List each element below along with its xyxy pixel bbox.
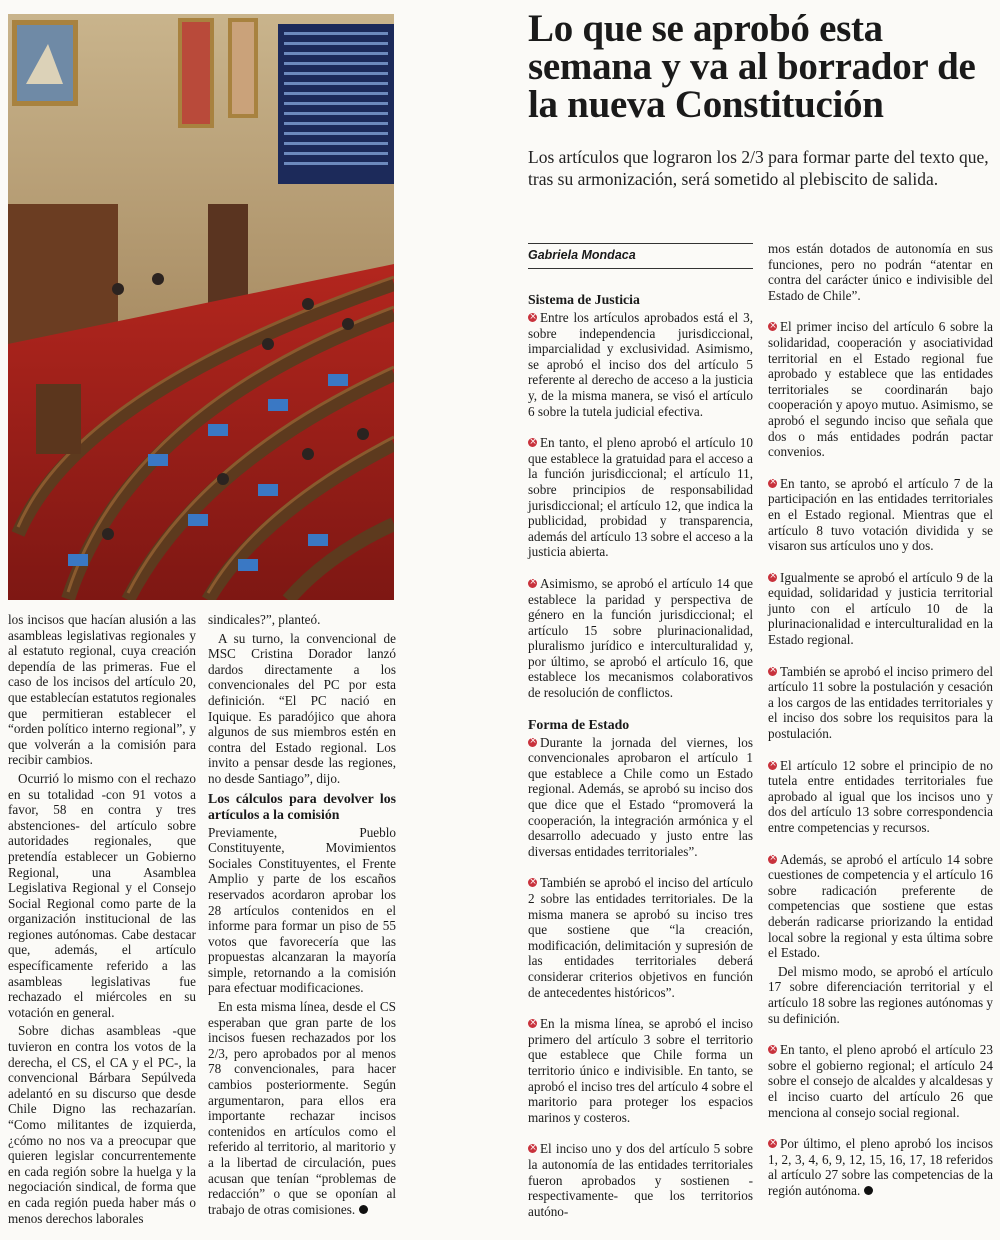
bullet-icon: [768, 573, 777, 582]
bullet-paragraph: ×Igualmente se aprobó el artículo 9 de la equidad, solidaridad y justicia territorial junto con el artículo 10 de la plurinacionalidad e interculturalidad en la Estado regional.: [768, 570, 993, 648]
bullet-paragraph: ×En la misma línea, se aprobó el inciso primero del artículo 3 sobre el territorio que establece que Chile forma un territorio único e indivisible. En tanto, se aprobó el inciso tres del artículo 4 sobre el maritorio para proteger los espacios marinos y costeros.: [528, 1016, 753, 1125]
bullet-icon: [528, 438, 537, 447]
col2-paragraph: sindicales?”, planteó.: [208, 612, 321, 627]
bullet-paragraph: ×Entre los artículos aprobados está el 3, sobre independencia jurisdiccional, imparcialidad y exclusividad. Asimismo, se aprobó el inciso dos del artículo 5 referente al derecho de acceso a la justicia y, de la misma manera, se visó el artículo 6 sobre la tutela judicial efectiva.: [528, 310, 753, 419]
col4-paragraph: Del mismo modo, se aprobó el artículo 17 sobre diferenciación territorial y el artículo 18 sobre las regiones autónomas y su definición.: [768, 963, 993, 1026]
byline-rule-top: [528, 243, 753, 244]
col2-subhead: Los cálculos para devolver los artículos a la comisión: [208, 790, 396, 822]
byline-rule-bottom: [528, 268, 753, 269]
bullet-paragraph: ×Además, se aprobó el artículo 14 sobre cuestiones de competencia y el artículo 16 sobre radicación preferente de competencias que sostiene que estas deberán radicarse priorizando la entidad local sobre la regional y esta última sobre el Estado.: [768, 852, 993, 961]
bullet-icon: [528, 1144, 537, 1153]
col2-paragraph: A su turno, la convencional de MSC Cristina Dorador lanzó dardos directamente a los convencionales del PC por esta definición. “El PC nació en Iquique. Es paradójico que ahora algunos de sus miembros estén en contra del Estado regional. Los invito a pensar desde las regiones, no desde Santiago”, dijo.: [208, 630, 396, 786]
bullet-icon: [768, 322, 777, 331]
bullet-paragraph: ×En tanto, se aprobó el artículo 7 de la participación en las entidades territoriales en el Estado regional. Mientras que el artículo 8 tuvo votación dividida y se visaron sus artículos uno y dos.: [768, 476, 993, 554]
bullet-icon: [528, 313, 537, 322]
bullet-icon: [528, 579, 537, 588]
bullet-paragraph: ×En tanto, el pleno aprobó el artículo 23 sobre el gobierno regional; el artículo 24 sobre el consejo de alcaldes y alcaldesas y el inciso cuarto del artículo 26 que menciona al consejo social regional.: [768, 1042, 993, 1120]
bullet-paragraph: ×También se aprobó el inciso primero del artículo 11 sobre la postulación y cesación a los cargos de las entidades territoriales y el inciso dos sobre los requisitos para la postulación.: [768, 664, 993, 742]
bullet-paragraph: ×Por último, el pleno aprobó los incisos 1, 2, 3, 4, 6, 9, 12, 15, 16, 17, 18 referidos al artículo 27 sobre las competencias de la región autónoma.: [768, 1136, 993, 1198]
bullet-paragraph: ×Asimismo, se aprobó el artículo 14 que establece la paridad y perspectiva de género en la función jurisdiccional; el artículo 15 sobre plurinacionalidad, pluralismo jurídico e interculturalidad y, por último, se aprobó el artículo 16, que establece los mecanismos colaborativos de resolución de conflictos.: [528, 576, 753, 701]
column-1: [8, 612, 196, 1229]
plenary-photo: [8, 14, 394, 600]
byline: Gabriela Mondaca: [528, 248, 636, 262]
subhead-forma-estado: Forma de Estado: [528, 716, 630, 732]
column-4: [768, 241, 993, 1214]
deck: Los artículos que lograron los 2/3 para formar parte del texto que, tras su armonización, será sometido al plebiscito de salida.: [528, 147, 989, 189]
bullet-paragraph: ×El primer inciso del artículo 6 sobre la solidaridad, cooperación y asociatividad territorial en el Estado regional fue aprobado y establece que las entidades territoriales se coordinarán bajo cooperación y apoyo mutuo. Asimismo, se aprobó el segundo inciso que señala que dos o más entidades podrán pactar convenios.: [768, 319, 993, 459]
bullet-icon: [768, 761, 777, 770]
headline: Lo que se aprobó esta semana y va al borrador de la nueva Constitución: [528, 7, 976, 126]
col1-paragraph: Sobre dichas asambleas -que tuvieron en contra los votos de la derecha, el CS, el CA y el PC-, la convencional Bárbara Sepúlveda adelantó en su discurso que desde Chile Digno las rechazarían. “Como militantes de izquierda, ¿cómo no nos va a preocupar que quieren legislar concurrentemente en cada región sobre la huelga y la negociación sindical, de forma que en cada región pueda haber más o menos derechos laborales: [8, 1023, 196, 1226]
column-2: [208, 612, 396, 1220]
col2-last-text: En esta misma línea, desde el CS esperaban que gran parte de los incisos fuesen rechazados por los 2/3, pero aprobados por al menos 78 convencionales, para hacer cambios posteriormente. Según argumentaron, para ellos era importante rechazar incisos contenidos en artículos como el referido al territorio, al maritorio y a la libertad de circulación, pues acusan que tenían “problemas de redacción” o que se oponían al trabajo de otras comisiones.: [208, 999, 396, 1217]
col1-paragraph: Ocurrió lo mismo con el rechazo en su totalidad -con 91 votos a favor, 58 en contra y tres abstenciones- del artículo sobre autoridades regionales, que pretendía establecer un Gobierno Regional, una Asamblea Legislativa Regional y el Consejo Social Regional como parte de la organización institucional de las regiones autónomas. Cabe destacar que, además, el artículo específicamente referido a las asambleas legislativas fue rechazado el miércoles en su votación en general.: [8, 770, 196, 1020]
bullet-icon: [768, 1139, 777, 1148]
bullet-paragraph: ×También se aprobó el inciso del artículo 2 sobre las entidades territoriales. De la misma manera se aprobó su inciso tres que sostiene que “la creación, modificación, delimitación y supresión de las entidades territoriales deberá considerar criterios objetivos en función de antecedentes históricos”.: [528, 875, 753, 1000]
end-mark-icon: [359, 1205, 368, 1214]
col4-paragraph: mos están dotados de autonomía en sus funciones, pero no podrán “atentar en contra del carácter único e indivisible del Estado de Chile”.: [768, 241, 993, 303]
bullet-paragraph: ×El artículo 12 sobre el principio de no tutela entre entidades territoriales fue aprobado al igual que los incisos uno y dos del artículo 13 sobre correspondencia entre competencias y recursos.: [768, 758, 993, 836]
col2-paragraph: [208, 999, 396, 1217]
bullet-icon: [768, 667, 777, 676]
subhead-sistema-justicia: Sistema de Justicia: [528, 292, 640, 307]
bullet-icon: [768, 1045, 777, 1054]
bullet-paragraph: ×En tanto, el pleno aprobó el artículo 10 que establece la gratuidad para el acceso a la función jurisdiccional; el artículo 11, sobre principios de responsabilidad jurisdiccional; el artículo 12, que indica la publicidad, probidad y transparencia, además del artículo 13 sobre el acceso a la justicia abierta.: [528, 435, 753, 560]
bullet-icon: [528, 738, 537, 747]
col1-paragraph: los incisos que hacían alusión a las asambleas legislativas regionales y al estatuto regional, cuya creación dependía de las primeras. Fue el caso de los incisos del artículo 20, que establecían estatutos regionales que permitieran establecer el “orden político interno regional”, y que volverán a la comisión para recibir cambios.: [8, 612, 196, 768]
bullet-paragraph: ×El inciso uno y dos del artículo 5 sobre la autonomía de las entidades territoriales fueron aprobados y sostienen -respectivamente- que los territorios autóno-: [528, 1141, 753, 1219]
bullet-icon: [768, 855, 777, 864]
col2-paragraph: Previamente, Pueblo Constituyente, Movimientos Sociales Constituyentes, el Frente Amplio y parte de los escaños reservados acordaron aprobar los 28 artículos contenidos en el informe para formar un piso de 55 votos que favorecería que las propuestas alcanzaran la mayoría simple, retornando a la comisión para efectuar modificaciones.: [208, 824, 396, 996]
column-3: [528, 288, 753, 1235]
bullet-paragraph: ×Durante la jornada del viernes, los convencionales aprobaron el artículo 1 que establece a Chile como un Estado regional. Además, se aprobó su inciso dos que dice que el Estado “promoverá la cooperación, la integración armónica y el desarrollo adecuado y justo entre las diversas entidades territoriales”.: [528, 735, 753, 860]
bullet-icon: [528, 1019, 537, 1028]
bullet-icon: [768, 479, 777, 488]
plenary-illustration: [8, 14, 394, 600]
end-mark-icon: [864, 1186, 873, 1195]
bullet-icon: [528, 878, 537, 887]
